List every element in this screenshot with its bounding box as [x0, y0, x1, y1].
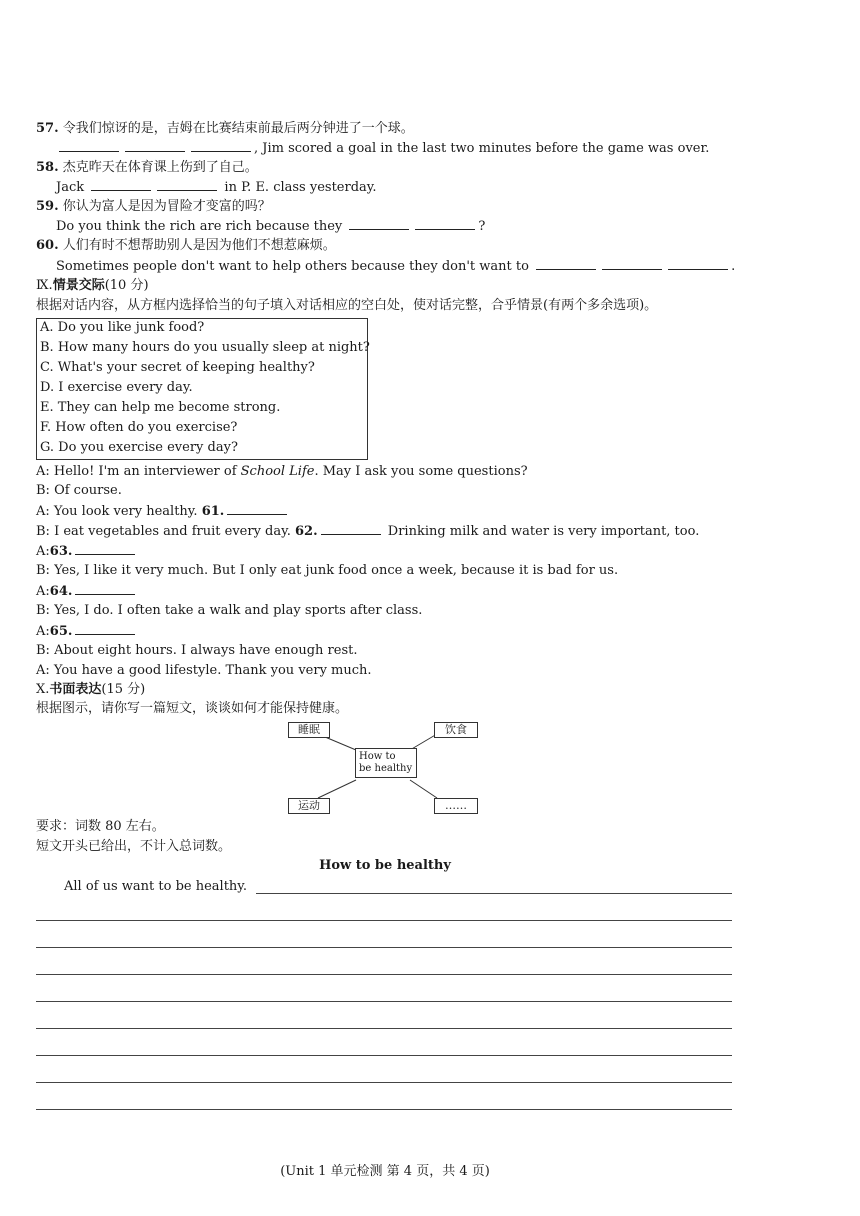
writing-line[interactable]: [36, 1001, 732, 1002]
center-text: How to: [359, 751, 396, 762]
node-sleep: 睡眠: [288, 722, 330, 738]
question-english-text: ?: [478, 219, 486, 234]
question-58-english: [56, 178, 377, 197]
question-number: 65.: [49, 624, 73, 639]
writing-line[interactable]: [256, 893, 732, 894]
question-58: [36, 159, 258, 177]
question-english-text: Do you think the rich are rich because they: [56, 219, 343, 234]
requirement-line: 要求：词数 80 左右。: [36, 819, 165, 834]
question-english-text: , Jim scored a goal in the last two minutes before the game was over.: [254, 141, 710, 156]
dialogue-line: [36, 463, 528, 481]
question-number: 58.: [36, 160, 59, 175]
writing-line[interactable]: [36, 1109, 732, 1110]
dialogue-text: A:: [36, 584, 50, 599]
option-g: G. Do you exercise every day?: [40, 440, 238, 455]
answer-blank[interactable]: [536, 257, 596, 270]
writing-line[interactable]: [36, 974, 732, 975]
writing-line[interactable]: [36, 1028, 732, 1029]
question-59: [36, 198, 271, 216]
dialogue-text: A: You look very healthy.: [36, 504, 198, 519]
answer-blank[interactable]: [91, 178, 151, 191]
mind-map-diagram: [280, 718, 490, 818]
section-points: (10 分): [104, 278, 149, 293]
dialogue-line: [36, 622, 138, 641]
question-english-text: in P. E. class yesterday.: [224, 180, 377, 195]
section-number: Ⅹ.: [36, 682, 50, 697]
question-60-english: [56, 257, 735, 276]
answer-blank[interactable]: [668, 257, 728, 270]
question-number: 60.: [36, 238, 59, 253]
question-number: 59.: [36, 199, 59, 214]
question-57-english: [56, 139, 709, 158]
section-9-heading: [36, 277, 149, 295]
question-chinese: 你认为富人是因为冒险才变富的吗？: [62, 199, 271, 214]
question-number: 61.: [201, 504, 225, 519]
dialogue-line: B: About eight hours. I always have enough rest.: [36, 643, 358, 658]
question-chinese: 人们有时不想帮助别人是因为他们不想惹麻烦。: [62, 238, 336, 253]
question-57: [36, 120, 414, 138]
node-more: ……: [434, 798, 478, 814]
dialogue-line: [36, 542, 138, 561]
option-a: A. Do you like junk food?: [40, 320, 205, 335]
writing-line[interactable]: [36, 920, 732, 921]
answer-blank[interactable]: [125, 139, 185, 152]
option-e: E. They can help me become strong.: [40, 400, 281, 415]
answer-blank[interactable]: [415, 217, 475, 230]
answer-blank[interactable]: [75, 582, 135, 595]
dialogue-text: . May I ask you some questions?: [314, 464, 528, 479]
section-number: Ⅸ.: [36, 278, 53, 293]
question-number: 64.: [49, 584, 73, 599]
section-10-instruction: 根据图示，请你写一篇短文，谈谈如何才能保持健康。: [36, 701, 349, 716]
node-exercise: 运动: [288, 798, 330, 814]
dialogue-text: Drinking milk and water is very important, too.: [387, 524, 700, 539]
option-b: B. How many hours do you usually sleep at night?: [40, 340, 370, 355]
question-chinese: 杰克昨天在体育课上伤到了自己。: [62, 160, 258, 175]
question-59-english: [56, 217, 485, 236]
question-english-text: Jack: [56, 180, 85, 195]
page-footer: (Unit 1 单元检测 第 4 页，共 4 页): [280, 1164, 490, 1179]
options-box: [36, 318, 368, 460]
answer-blank[interactable]: [75, 622, 135, 635]
question-english-text: Sometimes people don't want to help others because they don't want to: [56, 259, 529, 274]
center-text: be healthy: [359, 763, 413, 774]
question-number: 57.: [36, 121, 59, 136]
section-10-heading: [36, 681, 145, 699]
dialogue-text: A:: [36, 624, 50, 639]
dialogue-line: [36, 522, 699, 541]
answer-blank[interactable]: [191, 139, 251, 152]
question-chinese: 令我们惊讶的是，吉姆在比赛结束前最后两分钟进了一个球。: [62, 121, 414, 136]
essay-opening: All of us want to be healthy.: [64, 879, 248, 894]
question-english-text: .: [731, 259, 736, 274]
answer-blank[interactable]: [227, 502, 287, 515]
option-d: D. I exercise every day.: [40, 380, 193, 395]
magazine-title: School Life: [240, 464, 315, 479]
dialogue-line: B: Yes, I like it very much. But I only eat junk food once a week, because it is bad for us.: [36, 563, 619, 578]
node-diet: 饮食: [434, 722, 478, 738]
answer-blank[interactable]: [75, 542, 135, 555]
writing-line[interactable]: [36, 1082, 732, 1083]
answer-blank[interactable]: [59, 139, 119, 152]
section-title: 情景交际: [52, 278, 105, 293]
answer-blank[interactable]: [602, 257, 662, 270]
section-points: (15 分): [101, 682, 146, 697]
section-title: 书面表达: [49, 682, 102, 697]
dialogue-line: [36, 582, 138, 601]
writing-line[interactable]: [36, 947, 732, 948]
answer-blank[interactable]: [321, 522, 381, 535]
question-number: 62.: [295, 524, 318, 539]
requirement-line: 短文开头已给出，不计入总词数。: [36, 839, 232, 854]
option-f: F. How often do you exercise?: [40, 420, 238, 435]
dialogue-line: B: Yes, I do. I often take a walk and play sports after class.: [36, 603, 423, 618]
writing-line[interactable]: [36, 1055, 732, 1056]
question-number: 63.: [49, 544, 73, 559]
dialogue-text: B: I eat vegetables and fruit every day.: [36, 524, 291, 539]
option-c: C. What's your secret of keeping healthy?: [40, 360, 315, 375]
dialogue-line: [36, 502, 290, 521]
section-9-instruction: 根据对话内容，从方框内选择恰当的句子填入对话相应的空白处，使对话完整，合乎情景(有两个多余选项)。: [36, 298, 658, 313]
dialogue-text: A:: [36, 544, 50, 559]
question-60: [36, 237, 336, 255]
answer-blank[interactable]: [349, 217, 409, 230]
dialogue-line: A: You have a good lifestyle. Thank you very much.: [36, 663, 372, 678]
node-center: [355, 748, 417, 778]
answer-blank[interactable]: [157, 178, 217, 191]
dialogue-text: A: Hello! I'm an interviewer of: [36, 464, 241, 479]
essay-title: How to be healthy: [319, 858, 451, 873]
dialogue-line: B: Of course.: [36, 483, 122, 498]
